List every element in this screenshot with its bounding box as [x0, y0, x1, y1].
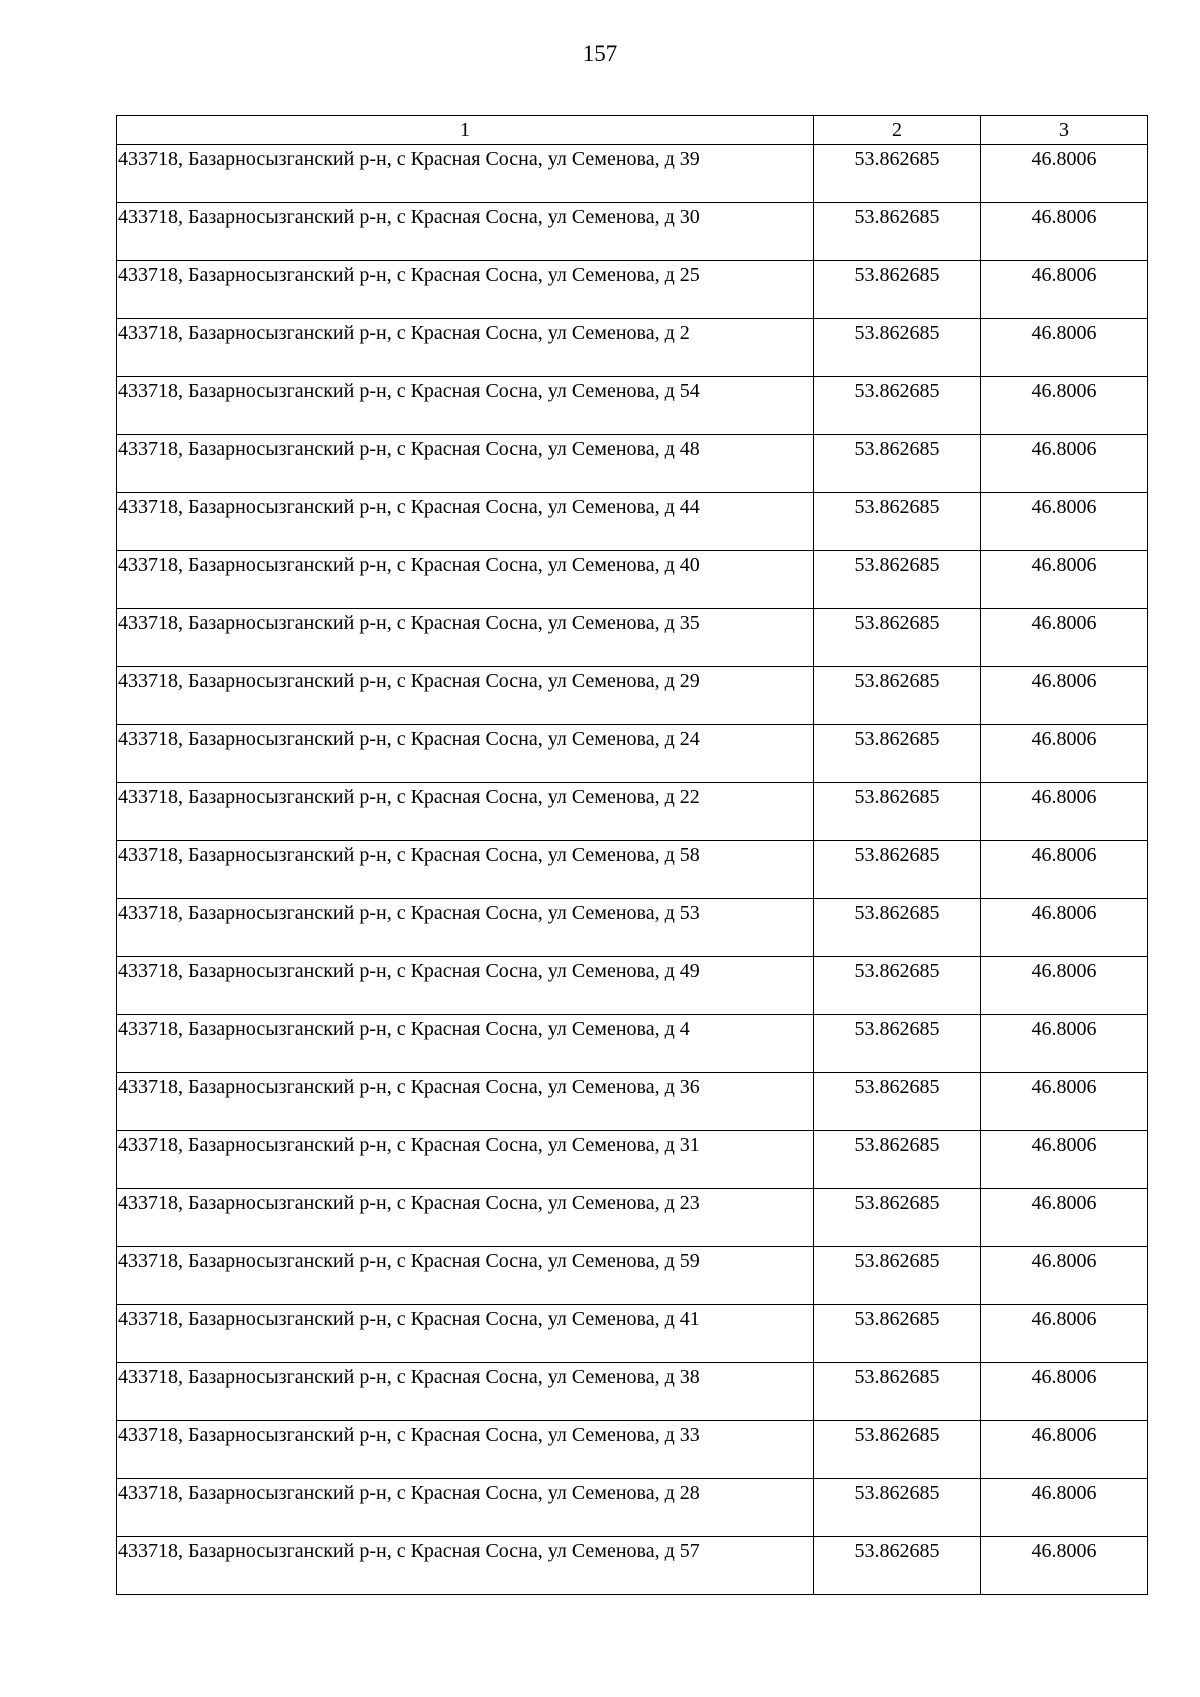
table-row: [117, 319, 1148, 377]
address-cell: 433718, Базарносызганский р-н, с Красная Сосна, ул Семенова, д 48: [117, 435, 814, 493]
table-row: [117, 1015, 1148, 1073]
address-cell: 433718, Базарносызганский р-н, с Красная Сосна, ул Семенова, д 24: [117, 725, 814, 783]
longitude-cell: 46.8006: [981, 841, 1148, 899]
table-row: [117, 1073, 1148, 1131]
address-cell: 433718, Базарносызганский р-н, с Красная Сосна, ул Семенова, д 41: [117, 1305, 814, 1363]
address-cell: 433718, Базарносызганский р-н, с Красная Сосна, ул Семенова, д 39: [117, 145, 814, 203]
latitude-cell: 53.862685: [814, 1537, 981, 1595]
table-row: [117, 1537, 1148, 1595]
latitude-cell: 53.862685: [814, 1305, 981, 1363]
longitude-cell: 46.8006: [981, 551, 1148, 609]
address-cell: 433718, Базарносызганский р-н, с Красная Сосна, ул Семенова, д 57: [117, 1537, 814, 1595]
table-row: [117, 1421, 1148, 1479]
longitude-cell: 46.8006: [981, 725, 1148, 783]
table-row: [117, 783, 1148, 841]
address-cell: 433718, Базарносызганский р-н, с Красная Сосна, ул Семенова, д 49: [117, 957, 814, 1015]
latitude-cell: 53.862685: [814, 261, 981, 319]
latitude-cell: 53.862685: [814, 319, 981, 377]
longitude-cell: 46.8006: [981, 435, 1148, 493]
longitude-cell: 46.8006: [981, 203, 1148, 261]
table-row: [117, 551, 1148, 609]
longitude-cell: 46.8006: [981, 1363, 1148, 1421]
table-row: [117, 377, 1148, 435]
longitude-cell: 46.8006: [981, 1479, 1148, 1537]
latitude-cell: 53.862685: [814, 783, 981, 841]
latitude-cell: 53.862685: [814, 493, 981, 551]
latitude-cell: 53.862685: [814, 957, 981, 1015]
latitude-cell: 53.862685: [814, 841, 981, 899]
latitude-cell: 53.862685: [814, 1189, 981, 1247]
table-row: [117, 1363, 1148, 1421]
table-body: [117, 145, 1148, 1595]
address-cell: 433718, Базарносызганский р-н, с Красная Сосна, ул Семенова, д 4: [117, 1015, 814, 1073]
latitude-cell: 53.862685: [814, 1015, 981, 1073]
address-cell: 433718, Базарносызганский р-н, с Красная Сосна, ул Семенова, д 38: [117, 1363, 814, 1421]
latitude-cell: 53.862685: [814, 667, 981, 725]
address-cell: 433718, Базарносызганский р-н, с Красная Сосна, ул Семенова, д 23: [117, 1189, 814, 1247]
latitude-cell: 53.862685: [814, 725, 981, 783]
latitude-cell: 53.862685: [814, 551, 981, 609]
longitude-cell: 46.8006: [981, 899, 1148, 957]
longitude-cell: 46.8006: [981, 609, 1148, 667]
table-row: [117, 1305, 1148, 1363]
longitude-cell: 46.8006: [981, 1015, 1148, 1073]
table-row: [117, 667, 1148, 725]
table-row: [117, 725, 1148, 783]
latitude-cell: 53.862685: [814, 1131, 981, 1189]
page-number: 157: [582, 41, 618, 66]
latitude-cell: 53.862685: [814, 1073, 981, 1131]
longitude-cell: 46.8006: [981, 261, 1148, 319]
longitude-cell: 46.8006: [981, 1421, 1148, 1479]
latitude-cell: 53.862685: [814, 1247, 981, 1305]
table-header: [117, 116, 1148, 145]
address-coordinates-table: [116, 115, 1148, 1595]
address-cell: 433718, Базарносызганский р-н, с Красная Сосна, ул Семенова, д 22: [117, 783, 814, 841]
longitude-cell: 46.8006: [981, 667, 1148, 725]
address-cell: 433718, Базарносызганский р-н, с Красная Сосна, ул Семенова, д 40: [117, 551, 814, 609]
latitude-cell: 53.862685: [814, 145, 981, 203]
table-row: [117, 435, 1148, 493]
address-cell: 433718, Базарносызганский р-н, с Красная Сосна, ул Семенова, д 25: [117, 261, 814, 319]
latitude-cell: 53.862685: [814, 1421, 981, 1479]
latitude-cell: 53.862685: [814, 435, 981, 493]
longitude-cell: 46.8006: [981, 377, 1148, 435]
address-cell: 433718, Базарносызганский р-н, с Красная Сосна, ул Семенова, д 30: [117, 203, 814, 261]
longitude-cell: 46.8006: [981, 1131, 1148, 1189]
longitude-cell: 46.8006: [981, 493, 1148, 551]
table-row: [117, 493, 1148, 551]
table-row: [117, 1247, 1148, 1305]
longitude-cell: 46.8006: [981, 1305, 1148, 1363]
table-row: [117, 899, 1148, 957]
latitude-cell: 53.862685: [814, 899, 981, 957]
column-header-2: 2: [814, 116, 981, 145]
longitude-cell: 46.8006: [981, 1189, 1148, 1247]
longitude-cell: 46.8006: [981, 145, 1148, 203]
table-row: [117, 1189, 1148, 1247]
address-cell: 433718, Базарносызганский р-н, с Красная Сосна, ул Семенова, д 35: [117, 609, 814, 667]
table-row: [117, 203, 1148, 261]
address-cell: 433718, Базарносызганский р-н, с Красная Сосна, ул Семенова, д 53: [117, 899, 814, 957]
address-cell: 433718, Базарносызганский р-н, с Красная Сосна, ул Семенова, д 33: [117, 1421, 814, 1479]
column-header-3: 3: [981, 116, 1148, 145]
address-cell: 433718, Базарносызганский р-н, с Красная Сосна, ул Семенова, д 36: [117, 1073, 814, 1131]
address-cell: 433718, Базарносызганский р-н, с Красная Сосна, ул Семенова, д 29: [117, 667, 814, 725]
table-row: [117, 957, 1148, 1015]
latitude-cell: 53.862685: [814, 609, 981, 667]
table-row: [117, 1479, 1148, 1537]
column-header-1: 1: [117, 116, 814, 145]
address-cell: 433718, Базарносызганский р-н, с Красная Сосна, ул Семенова, д 31: [117, 1131, 814, 1189]
longitude-cell: 46.8006: [981, 1073, 1148, 1131]
latitude-cell: 53.862685: [814, 203, 981, 261]
header-row: [117, 116, 1148, 145]
longitude-cell: 46.8006: [981, 1247, 1148, 1305]
longitude-cell: 46.8006: [981, 1537, 1148, 1595]
table-row: [117, 261, 1148, 319]
address-cell: 433718, Базарносызганский р-н, с Красная Сосна, ул Семенова, д 44: [117, 493, 814, 551]
address-cell: 433718, Базарносызганский р-н, с Красная Сосна, ул Семенова, д 59: [117, 1247, 814, 1305]
latitude-cell: 53.862685: [814, 377, 981, 435]
table-row: [117, 841, 1148, 899]
table-row: [117, 145, 1148, 203]
address-cell: 433718, Базарносызганский р-н, с Красная Сосна, ул Семенова, д 28: [117, 1479, 814, 1537]
latitude-cell: 53.862685: [814, 1363, 981, 1421]
table-row: [117, 609, 1148, 667]
address-cell: 433718, Базарносызганский р-н, с Красная Сосна, ул Семенова, д 2: [117, 319, 814, 377]
table-row: [117, 1131, 1148, 1189]
longitude-cell: 46.8006: [981, 319, 1148, 377]
longitude-cell: 46.8006: [981, 957, 1148, 1015]
longitude-cell: 46.8006: [981, 783, 1148, 841]
address-cell: 433718, Базарносызганский р-н, с Красная Сосна, ул Семенова, д 54: [117, 377, 814, 435]
address-cell: 433718, Базарносызганский р-н, с Красная Сосна, ул Семенова, д 58: [117, 841, 814, 899]
latitude-cell: 53.862685: [814, 1479, 981, 1537]
